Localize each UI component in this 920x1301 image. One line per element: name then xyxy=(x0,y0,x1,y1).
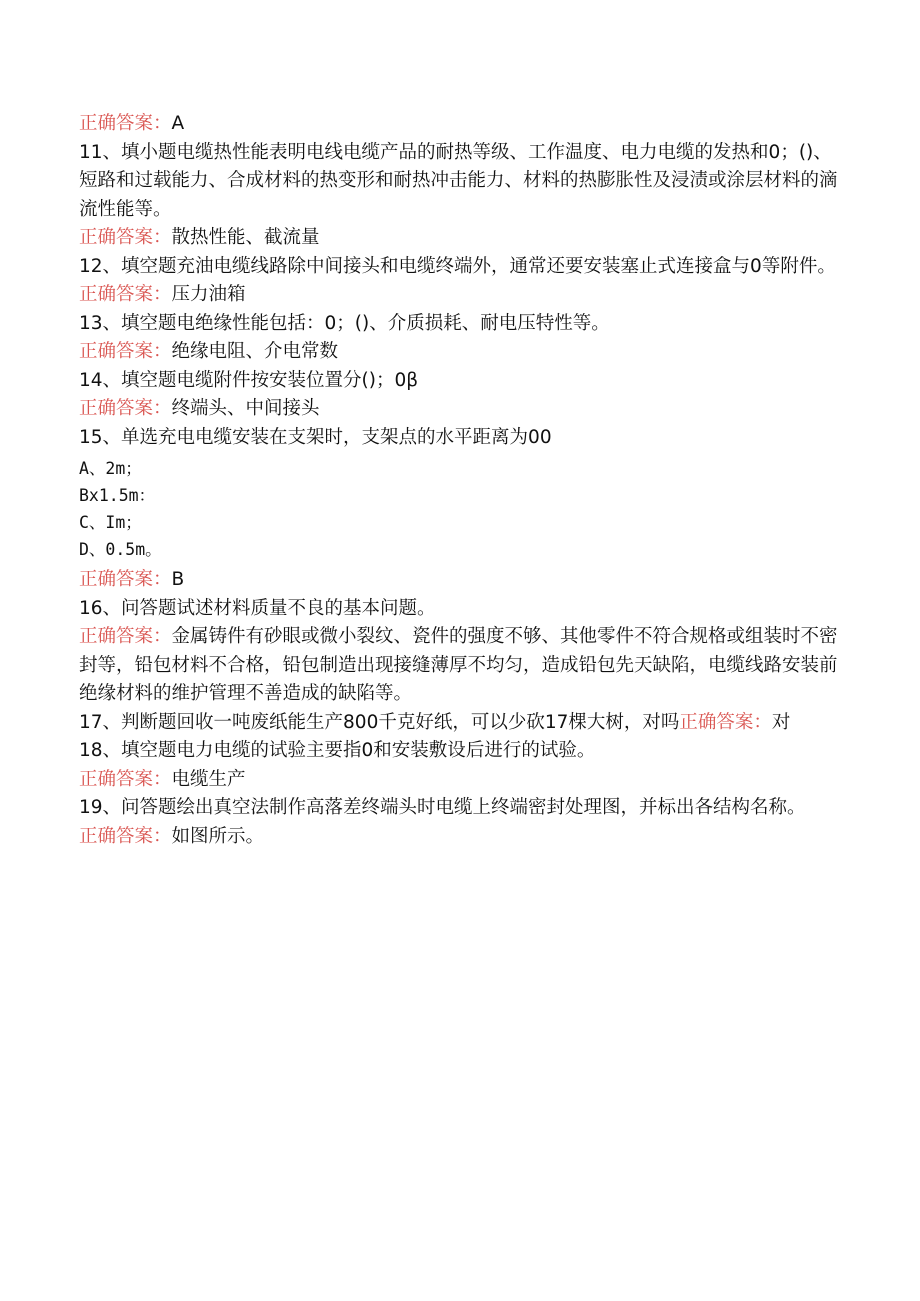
option-d: D、0.5m。 xyxy=(79,540,162,559)
question-17 xyxy=(79,709,839,738)
answer-line xyxy=(79,395,839,424)
document-content xyxy=(79,110,839,851)
answer-label: 正确答案： xyxy=(79,825,172,847)
answer-line xyxy=(79,224,839,253)
question-17-text: 17、判断题回收一吨废纸能生产800千克好纸，可以少砍17棵大树，对吗 xyxy=(79,711,680,733)
answer-label: 正确答案： xyxy=(79,569,172,590)
answer-value: 终端头、中间接头 xyxy=(171,398,320,419)
answer-value: 如图所示。 xyxy=(171,825,265,847)
answer-label: 正确答案： xyxy=(79,768,172,790)
answer-label: 正确答案： xyxy=(79,113,172,134)
answer-label: 正确答案： xyxy=(79,284,172,305)
answer-line xyxy=(79,766,839,795)
answer-value: A xyxy=(171,113,185,134)
question-18: 18、填空题电力电缆的试验主要指0和安装敷设后进行的试验。 xyxy=(79,740,596,761)
question-16: 16、问答题试述材料质量不良的基本问题。 xyxy=(79,597,436,619)
answer-line xyxy=(79,566,839,595)
option-c: C、Im； xyxy=(79,513,142,532)
answer-value: 电缆生产 xyxy=(171,768,246,790)
answer-value: 散热性能、截流量 xyxy=(171,227,320,248)
answer-line xyxy=(79,338,839,367)
answer-label: 正确答案： xyxy=(79,227,172,248)
answer-line xyxy=(79,623,839,709)
option-list xyxy=(79,455,839,563)
answer-label: 正确答案： xyxy=(79,341,172,362)
question-14: 14、填空题电缆附件按安装位置分()；0β xyxy=(79,369,419,391)
answer-label: 正确答案： xyxy=(679,711,772,733)
question-12: 12、填空题充油电缆线路除中间接头和电缆终端外，通常还要安装塞止式连接盒与0等附件。 xyxy=(79,255,836,277)
answer-value: 对 xyxy=(771,711,791,733)
option-b: Bx1.5m： xyxy=(79,486,156,505)
answer-value: 金属铸件有砂眼或微小裂纹、瓷件的强度不够、其他零件不符合规格或组装时不密封等，铅包材料不合格，铅包制造出现接缝薄厚不均匀，造成铅包先天缺陷，电缆线路安装前绝缘材料的维护管理不善造成的缺陷等。 xyxy=(79,626,838,704)
answer-label: 正确答案： xyxy=(79,626,172,647)
answer-value: B xyxy=(171,569,185,590)
answer-line xyxy=(79,110,839,139)
answer-line xyxy=(79,281,839,310)
answer-line xyxy=(79,823,839,852)
question-15: 15、单选充电电缆安装在支架时，支架点的水平距离为00 xyxy=(79,426,552,448)
answer-label: 正确答案： xyxy=(79,398,172,419)
question-19: 19、问答题绘出真空法制作高落差终端头时电缆上终端密封处理图，并标出各结构名称。 xyxy=(79,797,806,818)
answer-value: 绝缘电阻、介电常数 xyxy=(171,341,339,362)
option-a: A、2m； xyxy=(79,459,142,478)
question-11: 11、填小题电缆热性能表明电线电缆产品的耐热等级、工作温度、电力电缆的发热和0；()、短路和过载能力、合成材料的热变形和耐热冲击能力、材料的热膨胀性及浸渍或涂层材料的滴流性能等。 xyxy=(79,141,838,220)
answer-value: 压力油箱 xyxy=(171,284,246,305)
question-13: 13、填空题电绝缘性能包括：0；()、介质损耗、耐电压特性等。 xyxy=(79,312,610,334)
